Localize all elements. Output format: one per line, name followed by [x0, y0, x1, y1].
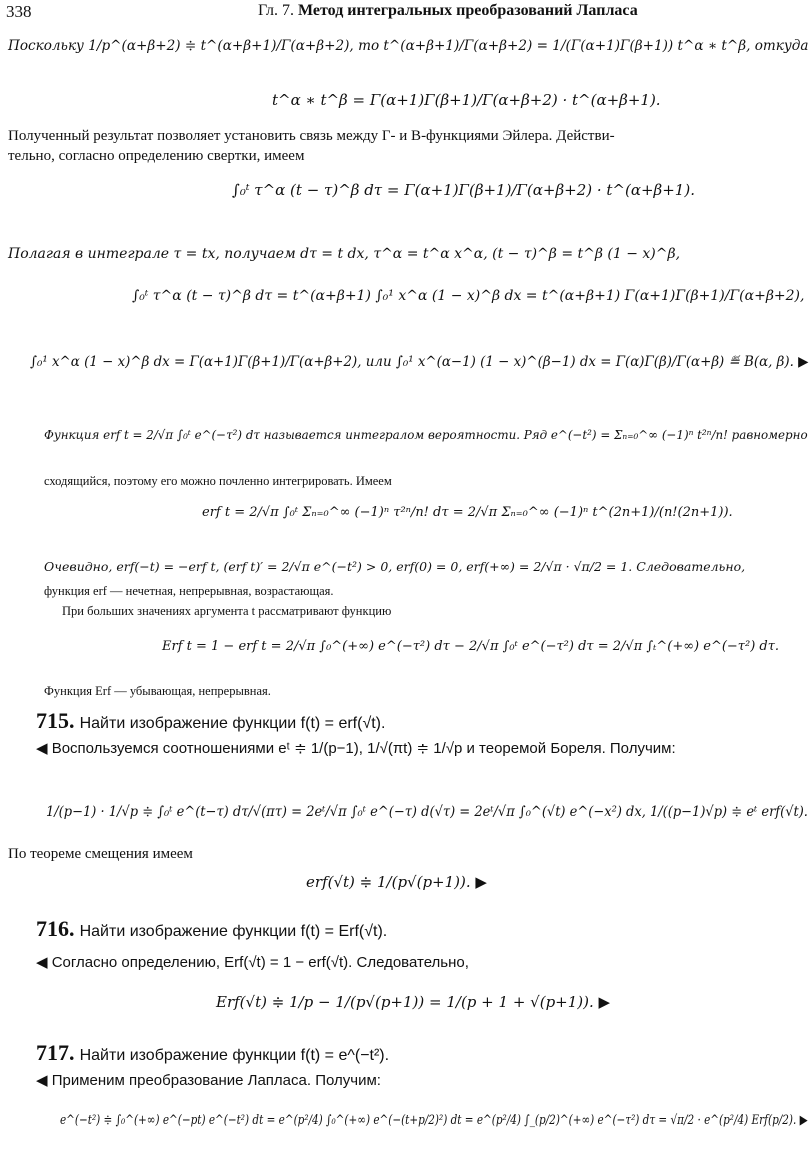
text-line-4: тельно, согласно определению свертки, имеем — [8, 148, 305, 164]
text-line-13: функция erf — нечетная, непрерывная, возрастающая. — [44, 584, 334, 598]
chapter-title: Метод интегральных преобразований Лапласа — [298, 2, 638, 19]
solution-716-intro: ◀ Согласно определению, Erf(√t) = 1 − erf(√t). Следовательно, — [36, 954, 469, 971]
equation-717-result: e^(−t²) ≑ ∫₀^(+∞) e^(−pt) e^(−t²) dt = e^(p²/4) ∫₀^(+∞) e^(−(t+p/2)²) dt = e^(p²/4) ∫_(p/2)^(+∞) e^(−τ²) dτ = √π/2 · e^(p²/4) Erf(p/2). ▶ — [60, 1113, 808, 1128]
problem-statement: Найти изображение функции f(t) = erf(√t). — [79, 715, 386, 732]
text-line-6: Полагая в интеграле τ = tx, получаем dτ = t dx, τ^α = t^α x^α, (t − τ)^β = t^β (1 − x)^β, — [8, 246, 681, 262]
equation-beta-function: ∫₀¹ x^α (1 − x)^β dx = Γ(α+1)Γ(β+1)/Γ(α+β+2), или ∫₀¹ x^(α−1) (1 − x)^(β−1) dx = Γ(α)Γ(β)/Γ(α+β) ≝ B(α, β). ▶ — [30, 354, 809, 370]
problem-715 — [36, 708, 385, 733]
chapter-label: Гл. 7. — [258, 2, 295, 19]
problem-number: 716. — [36, 916, 75, 941]
equation-erf-series: erf t = 2/√π ∫₀ᵗ Σₙ₌₀^∞ (−1)ⁿ τ²ⁿ/n! dτ = 2/√π Σₙ₌₀^∞ (−1)ⁿ t^(2n+1)/(n!(2n+1)). — [202, 505, 733, 520]
problem-number: 717. — [36, 1040, 75, 1065]
text-erf-properties: Очевидно, erf(−t) = −erf t, (erf t)′ = 2/√π e^(−t²) > 0, erf(0) = 0, erf(+∞) = 2/√π · √π/2 = 1. Следовательно, — [44, 559, 746, 574]
solution-715-intro: ◀ Воспользуемся соотношениями eᵗ ≑ 1/(p−1), 1/√(πt) ≑ 1/√p и теоремой Бореля. Получим: — [36, 740, 676, 757]
text-line-1: Поскольку 1/p^(α+β+2) ≑ t^(α+β+1)/Γ(α+β+2), то t^(α+β+1)/Γ(α+β+2) = 1/(Γ(α+1)Γ(β+1)) t^α ∗ t^β, откуда — [8, 38, 809, 54]
text-line-3: Полученный результат позволяет установить связь между Γ- и B-функциями Эйлера. Действи- — [8, 128, 615, 144]
equation-715-borel: 1/(p−1) · 1/√p ≑ ∫₀ᵗ e^(t−τ) dτ/√(πτ) = 2eᵗ/√π ∫₀ᵗ e^(−τ) d(√τ) = 2eᵗ/√π ∫₀^(√t) e^(−x²) dx, 1/((p−1)√p) ≑ eᵗ erf(√t). — [46, 804, 808, 820]
text-shift-theorem: По теореме смещения имеем — [8, 846, 193, 862]
equation-convolution: t^α ∗ t^β = Γ(α+1)Γ(β+1)/Γ(α+β+2) · t^(α+β+1). — [272, 91, 661, 109]
solution-717-intro: ◀ Применим преобразование Лапласа. Получим: — [36, 1072, 381, 1089]
problem-716 — [36, 916, 387, 941]
problem-number: 715. — [36, 708, 75, 733]
running-header — [258, 2, 638, 20]
equation-Erf-definition: Erf t = 1 − erf t = 2/√π ∫₀^(+∞) e^(−τ²) dτ − 2/√π ∫₀ᵗ e^(−τ²) dτ = 2/√π ∫ₜ^(+∞) e^(−τ²) dτ. — [162, 639, 780, 654]
text-line-14: При больших значениях аргумента t рассматривают функцию — [62, 604, 392, 618]
equation-convolution-integral: ∫₀ᵗ τ^α (t − τ)^β dτ = Γ(α+1)Γ(β+1)/Γ(α+β+2) · t^(α+β+1). — [232, 181, 695, 199]
problem-statement: Найти изображение функции f(t) = Erf(√t). — [79, 923, 388, 940]
page-number: 338 — [6, 2, 32, 21]
problem-717 — [36, 1040, 389, 1065]
text-erf-definition: Функция erf t = 2/√π ∫₀ᵗ e^(−τ²) dτ называется интегралом вероятности. Ряд e^(−t²) = Σₙ₌₀^∞ (−1)ⁿ t²ⁿ/n! равномерно — [44, 427, 808, 442]
equation-substitution: ∫₀ᵗ τ^α (t − τ)^β dτ = t^(α+β+1) ∫₀¹ x^α (1 − x)^β dx = t^(α+β+1) Γ(α+1)Γ(β+1)/Γ(α+β+2), — [132, 288, 805, 304]
equation-715-result: erf(√t) ≑ 1/(p√(p+1)). ▶ — [306, 873, 487, 891]
text-line-16: Функция Erf — убывающая, непрерывная. — [44, 684, 271, 698]
text-line-10: сходящийся, поэтому его можно почленно интегрировать. Имеем — [44, 474, 392, 488]
problem-statement: Найти изображение функции f(t) = e^(−t²). — [79, 1047, 390, 1064]
equation-716-result: Erf(√t) ≑ 1/p − 1/(p√(p+1)) = 1/(p + 1 + √(p+1)). ▶ — [216, 993, 611, 1011]
